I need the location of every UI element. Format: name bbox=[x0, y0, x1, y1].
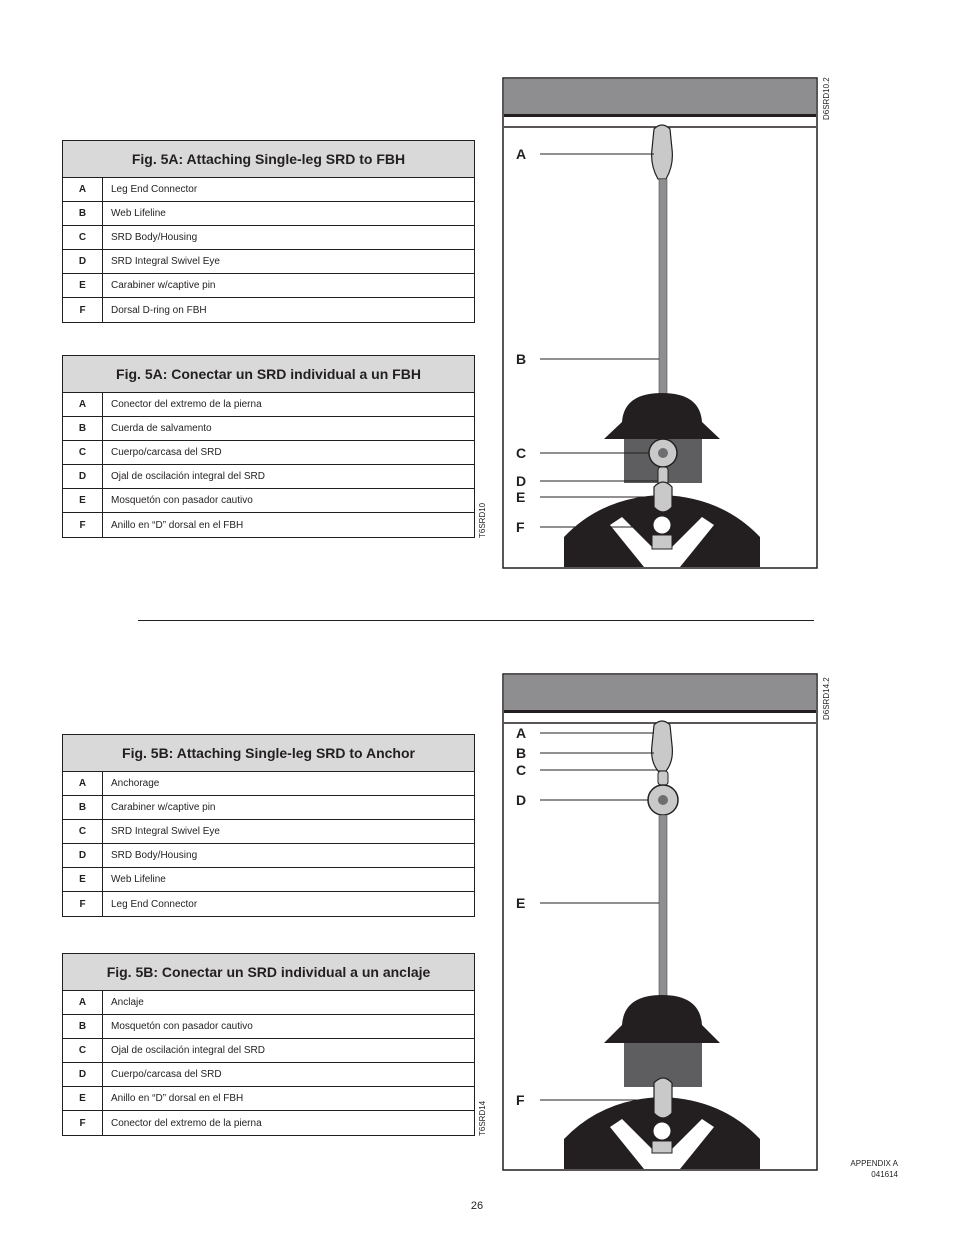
legend-row bbox=[63, 393, 474, 417]
row-text: Cuerpo/carcasa del SRD bbox=[111, 447, 222, 458]
row-text: Cuerda de salvamento bbox=[111, 423, 212, 434]
carabiner-icon bbox=[652, 721, 673, 771]
legend-row bbox=[63, 892, 474, 916]
row-letter: F bbox=[63, 513, 103, 537]
d-ring-icon bbox=[652, 515, 672, 535]
leg-end-connector-icon bbox=[654, 1078, 672, 1118]
legend-row bbox=[63, 844, 474, 868]
row-text: Dorsal D-ring on FBH bbox=[111, 304, 207, 316]
figure-code: D6SRD14.2 bbox=[822, 677, 831, 720]
figure-5a-illustration bbox=[502, 77, 818, 569]
row-letter: C bbox=[63, 820, 103, 843]
callout-d: D bbox=[516, 792, 527, 808]
legend-row bbox=[63, 465, 474, 489]
row-text: Leg End Connector bbox=[111, 898, 198, 910]
legend-row bbox=[63, 991, 474, 1015]
legend-title: Fig. 5A: Conectar un SRD individual a un FBH bbox=[63, 356, 474, 393]
row-text: Ojal de oscilación integral del SRD bbox=[111, 471, 265, 482]
legend-row bbox=[63, 868, 474, 892]
figure-code: D6SRD10.2 bbox=[822, 77, 831, 120]
row-letter: A bbox=[63, 772, 103, 795]
appendix-label bbox=[850, 1158, 898, 1180]
callout-c: C bbox=[516, 445, 527, 461]
legend-row bbox=[63, 1111, 474, 1135]
row-letter: A bbox=[63, 991, 103, 1014]
callout-a: A bbox=[516, 725, 527, 741]
row-text: Anillo en “D” dorsal en el FBH bbox=[111, 519, 244, 531]
row-letter: C bbox=[63, 441, 103, 464]
figure-5b-illustration bbox=[502, 673, 818, 1171]
callout-f: F bbox=[516, 1092, 525, 1108]
row-letter: E bbox=[63, 1087, 103, 1110]
revision-code: 041614 bbox=[871, 1170, 898, 1179]
legend-row bbox=[63, 226, 474, 250]
row-text: Carabiner w/captive pin bbox=[111, 280, 216, 291]
row-text: Mosquetón con pasador cautivo bbox=[111, 495, 253, 506]
row-letter: A bbox=[63, 393, 103, 416]
row-text: Cuerpo/carcasa del SRD bbox=[111, 1069, 222, 1080]
legend-row bbox=[63, 513, 474, 537]
row-letter: C bbox=[63, 226, 103, 249]
legend-row bbox=[63, 1087, 474, 1111]
row-text: Anillo en “D” dorsal en el FBH bbox=[111, 1093, 244, 1104]
legend-row bbox=[63, 178, 474, 202]
row-letter: F bbox=[63, 1111, 103, 1135]
row-letter: B bbox=[63, 417, 103, 440]
callout-c: C bbox=[516, 762, 527, 778]
row-text: Anclaje bbox=[111, 997, 144, 1008]
legend-row bbox=[63, 274, 474, 298]
carabiner-icon bbox=[654, 482, 672, 512]
legend-row bbox=[63, 1015, 474, 1039]
row-letter: C bbox=[63, 1039, 103, 1062]
row-letter: D bbox=[63, 250, 103, 273]
legend-row bbox=[63, 417, 474, 441]
row-letter: D bbox=[63, 844, 103, 867]
callout-e: E bbox=[516, 489, 526, 505]
legend-row bbox=[63, 1039, 474, 1063]
row-text: Conector del extremo de la pierna bbox=[111, 1117, 262, 1129]
legend-fig5a-en bbox=[62, 140, 475, 323]
row-letter: B bbox=[63, 1015, 103, 1038]
row-letter: E bbox=[63, 868, 103, 891]
anchor-beam bbox=[504, 675, 816, 711]
row-text: SRD Integral Swivel Eye bbox=[111, 256, 220, 267]
row-letter: F bbox=[63, 298, 103, 322]
table-code: T6SRD14 bbox=[478, 1100, 487, 1136]
leg-end-connector-icon bbox=[652, 125, 673, 179]
row-text: SRD Body/Housing bbox=[111, 232, 198, 243]
row-text: Ojal de oscilación integral del SRD bbox=[111, 1045, 265, 1056]
row-text: Mosquetón con pasador cautivo bbox=[111, 1021, 253, 1032]
legend-row bbox=[63, 820, 474, 844]
callout-f: F bbox=[516, 519, 525, 535]
row-letter: F bbox=[63, 892, 103, 916]
legend-row bbox=[63, 298, 474, 322]
row-text: Web Lifeline bbox=[111, 874, 166, 885]
legend-row bbox=[63, 1063, 474, 1087]
page-number: 26 bbox=[470, 1200, 484, 1212]
callout-e: E bbox=[516, 895, 526, 911]
legend-row bbox=[63, 772, 474, 796]
legend-row bbox=[63, 202, 474, 226]
callout-b: B bbox=[516, 745, 527, 761]
legend-title: Fig. 5B: Conectar un SRD individual a un anclaje bbox=[63, 954, 474, 991]
row-letter: E bbox=[63, 489, 103, 512]
callout-b: B bbox=[516, 351, 527, 367]
section-divider bbox=[138, 620, 814, 621]
row-letter: B bbox=[63, 202, 103, 225]
legend-title: Fig. 5B: Attaching Single-leg SRD to Anchor bbox=[63, 735, 474, 772]
row-text: Carabiner w/captive pin bbox=[111, 802, 216, 813]
row-text: Anchorage bbox=[111, 778, 160, 789]
legend-row bbox=[63, 796, 474, 820]
row-letter: D bbox=[63, 1063, 103, 1086]
row-letter: E bbox=[63, 274, 103, 297]
row-text: SRD Body/Housing bbox=[111, 850, 198, 861]
legend-fig5a-es bbox=[62, 355, 475, 538]
legend-row bbox=[63, 489, 474, 513]
row-text: Leg End Connector bbox=[111, 184, 198, 195]
row-letter: A bbox=[63, 178, 103, 201]
legend-fig5b-en bbox=[62, 734, 475, 917]
anchor-beam bbox=[504, 79, 816, 115]
legend-row bbox=[63, 441, 474, 465]
callout-d: D bbox=[516, 473, 527, 489]
appendix-title: APPENDIX A bbox=[850, 1159, 898, 1168]
legend-fig5b-es bbox=[62, 953, 475, 1136]
row-text: Conector del extremo de la pierna bbox=[111, 399, 262, 410]
row-letter: D bbox=[63, 465, 103, 488]
callout-a: A bbox=[516, 146, 527, 162]
row-text: Web Lifeline bbox=[111, 208, 166, 219]
legend-title: Fig. 5A: Attaching Single-leg SRD to FBH bbox=[63, 141, 474, 178]
legend-row bbox=[63, 250, 474, 274]
d-ring-icon bbox=[652, 1121, 672, 1141]
table-code: T6SRD10 bbox=[478, 502, 487, 538]
row-text: SRD Integral Swivel Eye bbox=[111, 826, 220, 837]
row-letter: B bbox=[63, 796, 103, 819]
